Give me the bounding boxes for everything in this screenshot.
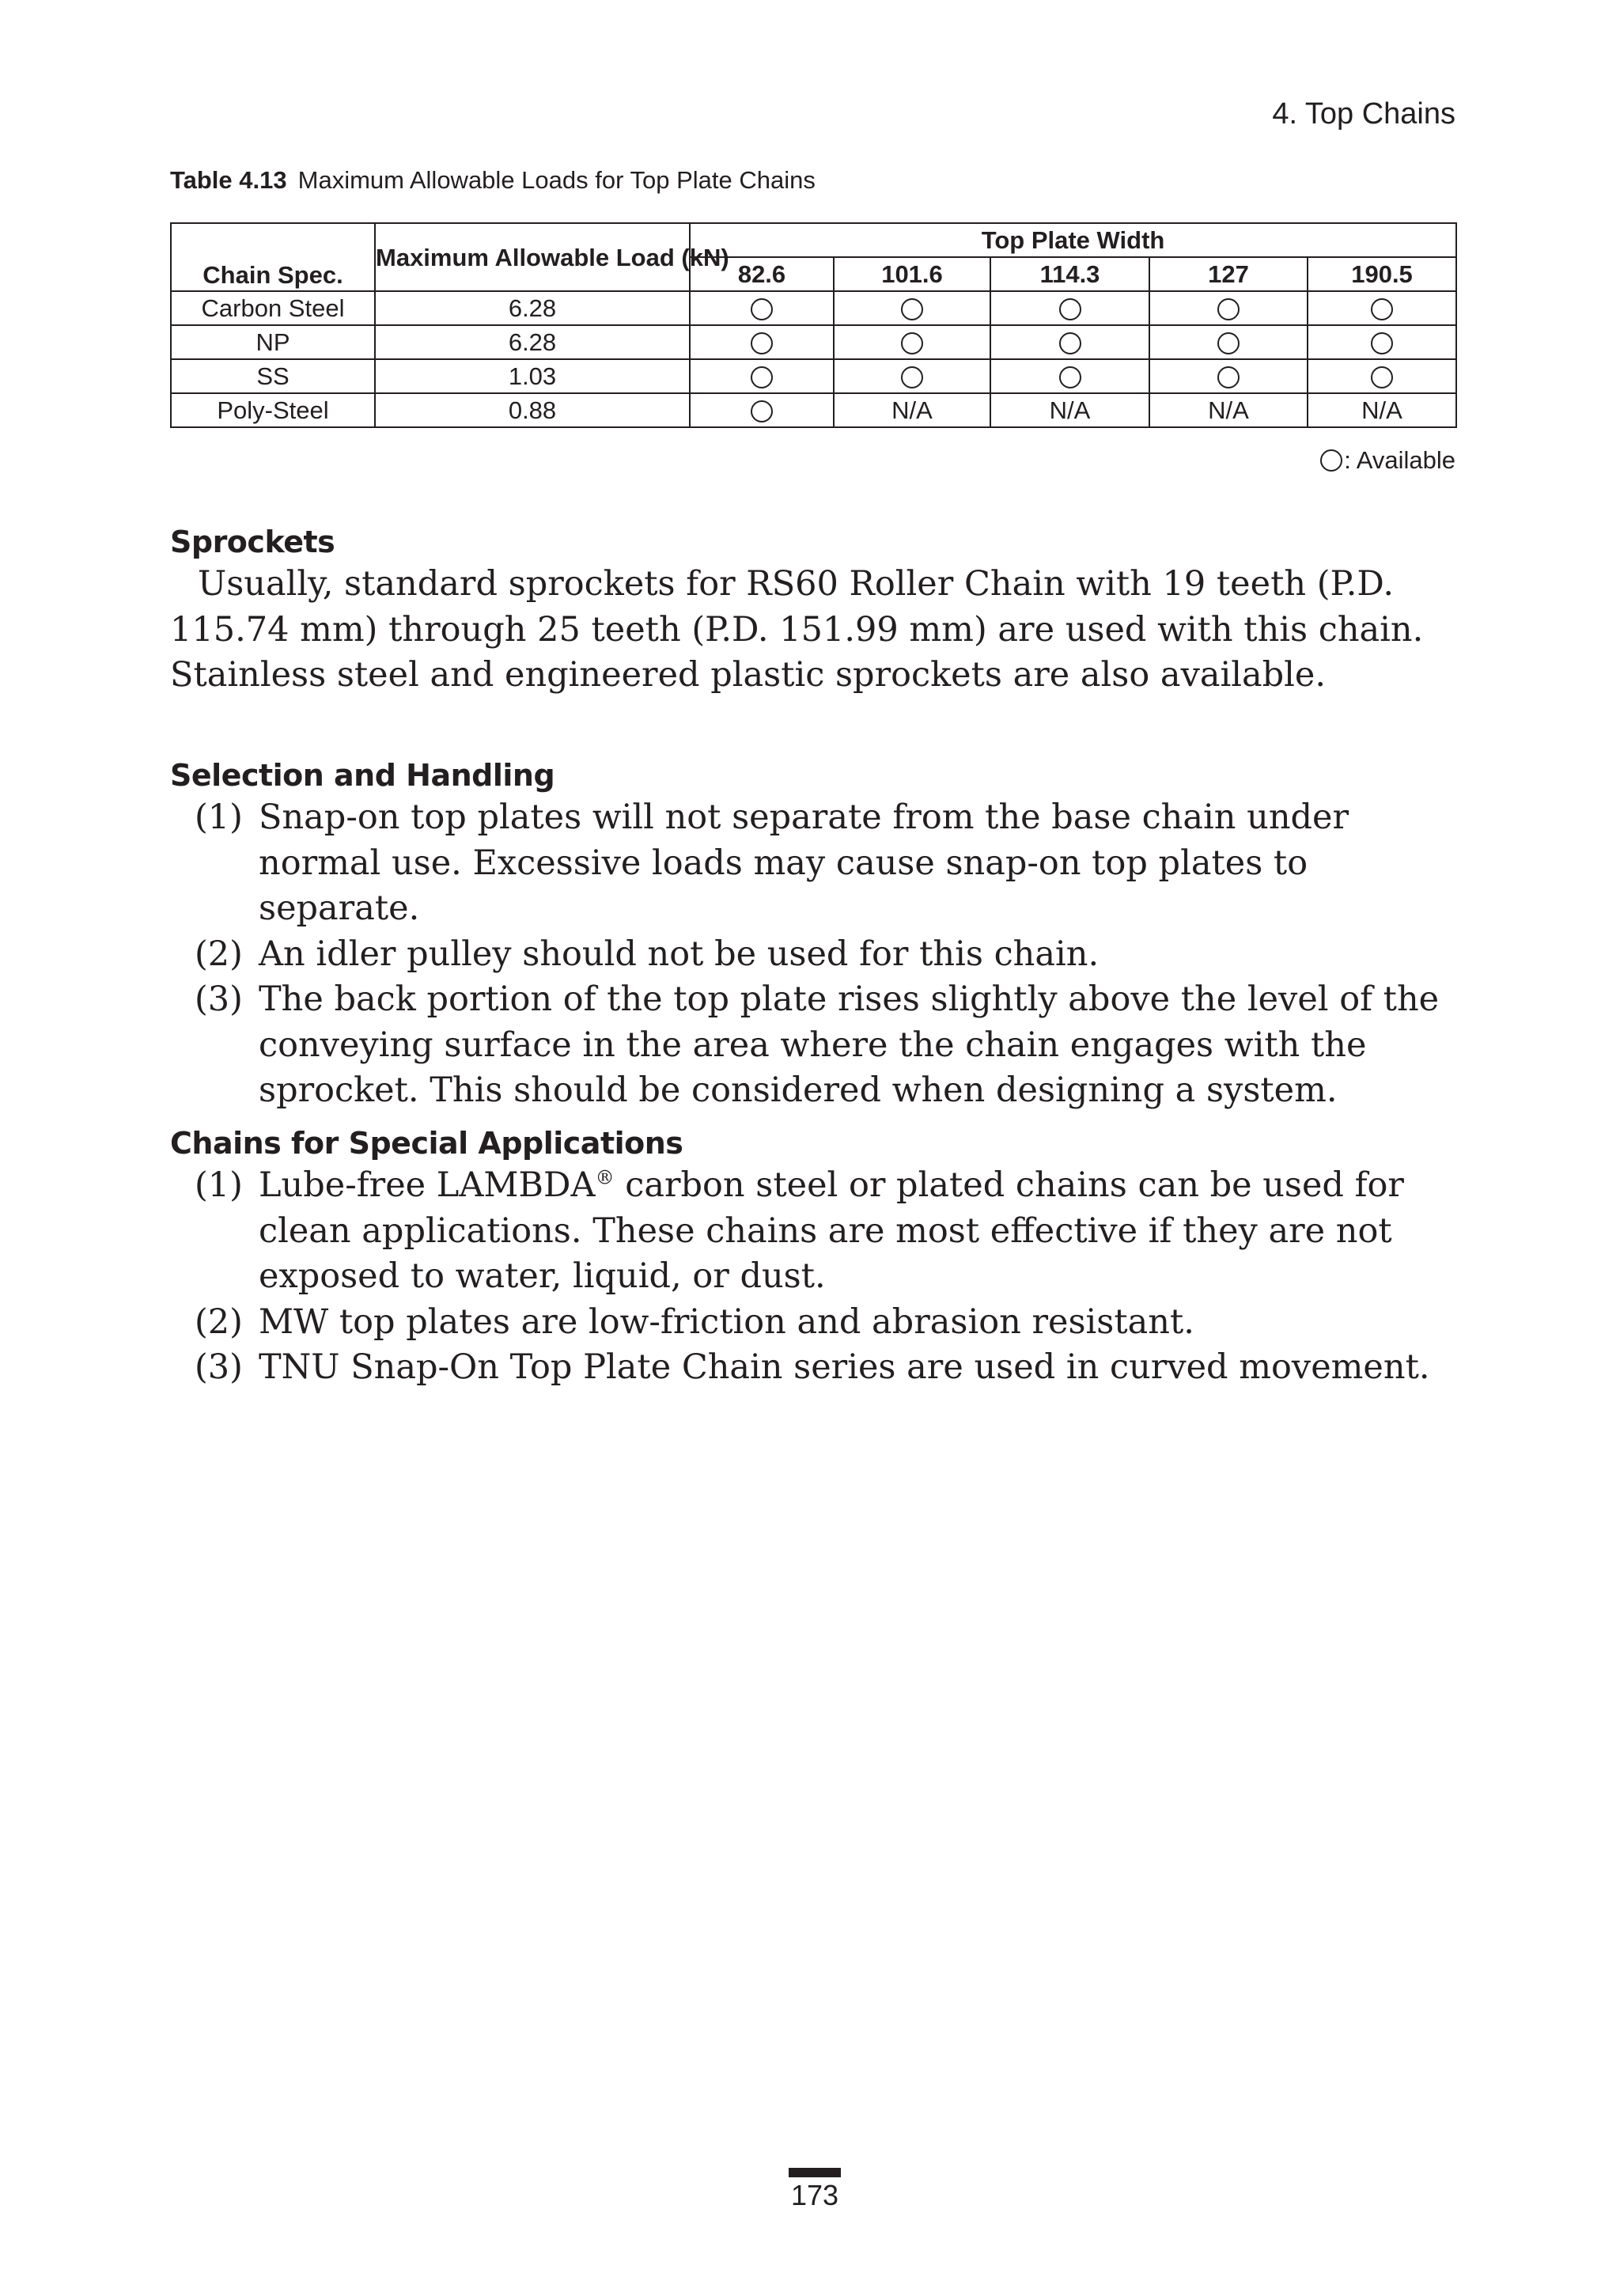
cell-available bbox=[690, 291, 834, 325]
special-applications-heading: Chains for Special Applications bbox=[170, 1126, 683, 1161]
cell-available bbox=[1149, 359, 1308, 393]
header-top-plate-width: Top Plate Width bbox=[690, 223, 1456, 257]
cell-not-available: N/A bbox=[990, 393, 1149, 427]
cell-available bbox=[1308, 325, 1456, 359]
list-item: (3) TNU Snap-On Top Plate Chain series are used in curved movement. bbox=[195, 1347, 1430, 1387]
cell-chain-spec: SS bbox=[171, 359, 375, 393]
available-circle-icon bbox=[1059, 366, 1081, 388]
selection-list bbox=[170, 795, 1467, 1114]
available-circle-icon bbox=[751, 400, 773, 422]
header-max-load: Maximum Allowable Load (kN) bbox=[375, 223, 690, 291]
registered-mark: ® bbox=[595, 1166, 615, 1189]
table-row bbox=[171, 291, 1456, 325]
table-caption-number: Table 4.13 bbox=[170, 166, 287, 194]
header-width: 82.6 bbox=[690, 257, 834, 291]
cell-chain-spec: Poly-Steel bbox=[171, 393, 375, 427]
cell-available bbox=[990, 291, 1149, 325]
legend-text: : Available bbox=[1344, 446, 1455, 474]
cell-available bbox=[1149, 325, 1308, 359]
header-chain-spec: Chain Spec. bbox=[171, 223, 375, 291]
available-circle-icon bbox=[751, 298, 773, 320]
available-circle-icon bbox=[1371, 366, 1393, 388]
available-circle-icon bbox=[1320, 449, 1342, 472]
cell-max-load: 6.28 bbox=[375, 325, 690, 359]
available-circle-icon bbox=[901, 332, 923, 354]
cell-not-available: N/A bbox=[834, 393, 990, 427]
cell-available bbox=[690, 325, 834, 359]
running-head: 4. Top Chains bbox=[1272, 97, 1455, 131]
footer-bar bbox=[789, 2168, 841, 2177]
selection-heading: Selection and Handling bbox=[170, 758, 555, 793]
table-row bbox=[171, 325, 1456, 359]
available-circle-icon bbox=[1059, 298, 1081, 320]
cell-max-load: 0.88 bbox=[375, 393, 690, 427]
cell-not-available: N/A bbox=[1308, 393, 1456, 427]
page-number: 173 bbox=[790, 2179, 839, 2211]
available-circle-icon bbox=[901, 366, 923, 388]
table-legend bbox=[1320, 445, 1455, 476]
cell-max-load: 1.03 bbox=[375, 359, 690, 393]
sprockets-paragraph: Usually, standard sprockets for RS60 Roller Chain with 19 teeth (P.D. 115.74 mm) through 25 teeth (P.D. 151.99 mm) are used with this chain. Stainless steel and engineered plastic sprockets are also available. bbox=[170, 564, 1424, 695]
sprockets-section bbox=[170, 522, 1467, 699]
cell-available bbox=[834, 325, 990, 359]
cell-chain-spec: Carbon Steel bbox=[171, 291, 375, 325]
cell-available bbox=[990, 359, 1149, 393]
cell-available bbox=[834, 291, 990, 325]
selection-section bbox=[170, 756, 1467, 1114]
cell-not-available: N/A bbox=[1149, 393, 1308, 427]
table-caption-title: Maximum Allowable Loads for Top Plate Chains bbox=[297, 166, 816, 194]
list-item: (3) The back portion of the top plate rises slightly above the level of the conveying surface in the area where the chain engages with the sprocket. This should be considered when designing a system. bbox=[195, 979, 1440, 1110]
cell-available bbox=[1149, 291, 1308, 325]
cell-available bbox=[834, 359, 990, 393]
header-width: 114.3 bbox=[990, 257, 1149, 291]
cell-available bbox=[690, 393, 834, 427]
available-circle-icon bbox=[1217, 332, 1240, 354]
cell-available bbox=[690, 359, 834, 393]
cell-available bbox=[1308, 359, 1456, 393]
table-caption bbox=[170, 165, 816, 196]
special-applications-list bbox=[170, 1163, 1467, 1391]
list-item: (2) An idler pulley should not be used for this chain. bbox=[195, 934, 1100, 974]
available-circle-icon bbox=[1371, 298, 1393, 320]
available-circle-icon bbox=[751, 332, 773, 354]
available-circle-icon bbox=[1217, 366, 1240, 388]
special-applications-section bbox=[170, 1123, 1467, 1391]
list-item: (1) Lube-free LAMBDA® carbon steel or plated chains can be used for clean applications. These chains are most effective if they are not exposed to water, liquid, or dust. bbox=[195, 1165, 1404, 1296]
available-circle-icon bbox=[1059, 332, 1081, 354]
sprockets-heading: Sprockets bbox=[170, 525, 335, 559]
table-row bbox=[171, 359, 1456, 393]
header-width: 127 bbox=[1149, 257, 1308, 291]
list-item: (2) MW top plates are low-friction and abrasion resistant. bbox=[195, 1301, 1194, 1342]
cell-available bbox=[990, 325, 1149, 359]
available-circle-icon bbox=[1217, 298, 1240, 320]
cell-max-load: 6.28 bbox=[375, 291, 690, 325]
table-row bbox=[171, 393, 1456, 427]
cell-available bbox=[1308, 291, 1456, 325]
available-circle-icon bbox=[901, 298, 923, 320]
available-circle-icon bbox=[1371, 332, 1393, 354]
table-body bbox=[171, 291, 1456, 427]
list-item: (1) Snap-on top plates will not separate from the base chain under normal use. Excessive loads may cause snap-on top plates to separate. bbox=[195, 798, 1349, 928]
available-circle-icon bbox=[751, 366, 773, 388]
header-width: 190.5 bbox=[1308, 257, 1456, 291]
cell-chain-spec: NP bbox=[171, 325, 375, 359]
header-width: 101.6 bbox=[834, 257, 990, 291]
max-load-table bbox=[170, 222, 1457, 428]
